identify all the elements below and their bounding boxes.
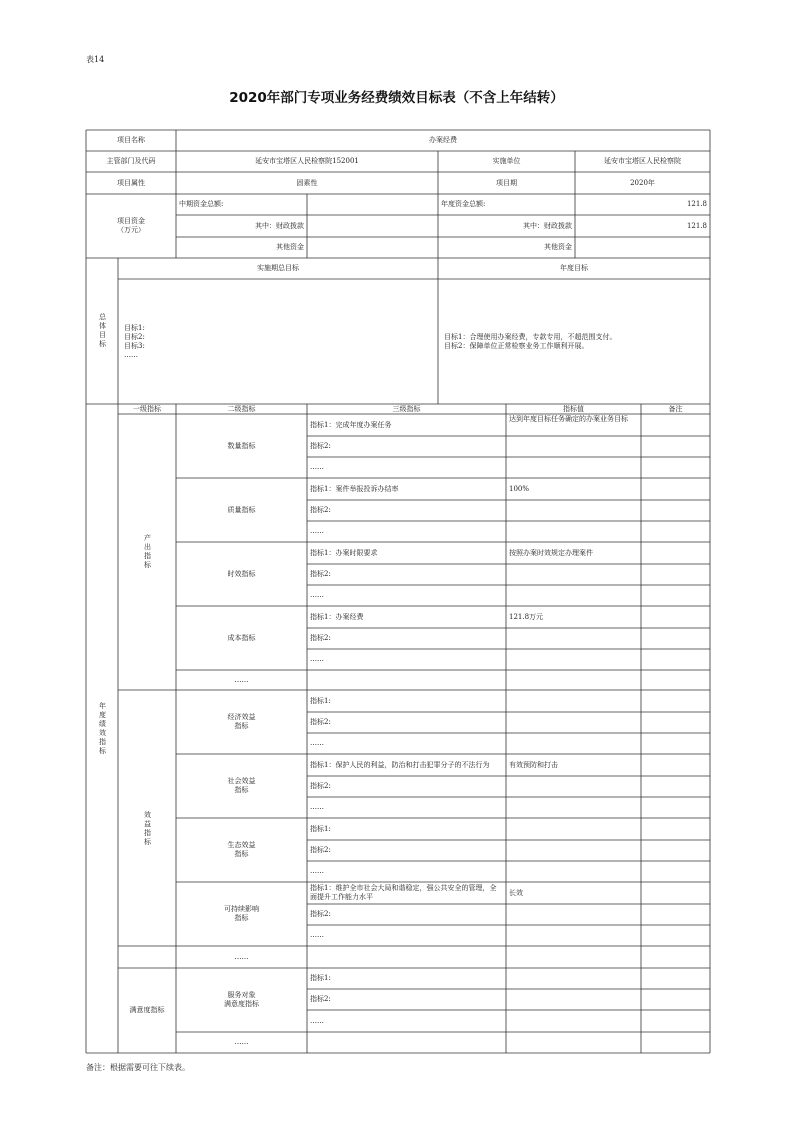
year-fiscal-label: 其中：财政拨款 xyxy=(523,221,572,230)
mid-other-label: 其他资金 xyxy=(276,243,304,251)
project-name-value: 办案经费 xyxy=(429,136,457,144)
social-label-line2: 指标 xyxy=(234,786,249,794)
quality-row-2: 指标2: xyxy=(310,506,331,514)
impl-unit-label: 实施单位 xyxy=(492,157,521,165)
benefit-more-row: …… xyxy=(234,952,249,961)
funds-label xyxy=(86,194,176,258)
social-indicator-label xyxy=(176,754,307,818)
service-label-line1: 服务对象 xyxy=(227,991,256,999)
satisfaction-indicators-label: 满意度指标 xyxy=(129,1006,165,1014)
annual-indicators-side-label xyxy=(86,404,118,1053)
dept-label: 主管部门及代码 xyxy=(106,157,156,165)
service-row-2: 指标2: xyxy=(310,995,331,1003)
benefit-indicators-text: 效益指标 xyxy=(143,811,152,847)
period-goal-more: …… xyxy=(124,350,138,359)
output-more-row: …… xyxy=(234,675,249,684)
table-number: 表14 xyxy=(86,55,105,64)
service-row-1: 指标1: xyxy=(310,974,331,982)
cost-row-more: …… xyxy=(310,655,324,663)
social-label-line1: 社会效益 xyxy=(227,777,256,785)
header-level1: 一级指标 xyxy=(133,404,161,413)
annual-indicators-side-text: 年度绩效指标 xyxy=(98,701,107,756)
project-period-value: 2020年 xyxy=(630,178,655,187)
period-goal-1: 目标1: xyxy=(124,323,145,332)
quality-row-more: …… xyxy=(310,527,324,535)
overall-goal-side-label xyxy=(86,258,118,404)
sustainable-row-more: …… xyxy=(310,931,324,939)
sustainable-label-line1: 可持续影响 xyxy=(224,905,259,913)
ecological-label-line2: 指标 xyxy=(234,850,249,858)
mid-total-label: 中期资金总额: xyxy=(179,200,224,208)
mid-fiscal-label: 其中：财政拨款 xyxy=(255,221,304,230)
project-period-label: 项目期 xyxy=(496,178,517,187)
timeliness-row-2: 指标2: xyxy=(310,570,331,578)
annual-goal-header: 年度目标 xyxy=(560,264,588,272)
project-name-label: 项目名称 xyxy=(117,136,145,144)
social-row-2: 指标2: xyxy=(310,782,331,790)
timeliness-indicator-label: 时效指标 xyxy=(227,569,256,578)
overall-goal-side-text: 总体目标 xyxy=(98,313,107,349)
social-row-1: 指标1：保护人民的利益，防治和打击犯罪分子的不法行为 xyxy=(310,760,490,769)
output-indicators-text: 产出指标 xyxy=(143,534,152,570)
service-satisfaction-label xyxy=(176,968,307,1032)
quality-indicator-label: 质量指标 xyxy=(227,505,256,514)
timeliness-row-1-value: 按照办案时效规定办理案件 xyxy=(509,548,593,557)
economic-indicator-label xyxy=(176,690,307,754)
annual-goal-content xyxy=(438,279,710,404)
quantity-row-1: 指标1：完成年度办案任务 xyxy=(310,420,392,429)
ecological-row-2: 指标2: xyxy=(310,846,331,854)
quantity-row-2: 指标2: xyxy=(310,442,331,450)
footnote: 备注：根据需要可往下续表。 xyxy=(86,1063,190,1072)
cost-indicator-label: 成本指标 xyxy=(227,633,256,642)
year-fiscal-value: 121.8 xyxy=(686,221,707,230)
quantity-indicator-label: 数量指标 xyxy=(227,441,256,450)
social-row-more: …… xyxy=(310,803,324,811)
mid-total-value xyxy=(307,194,438,215)
project-attr-label: 项目属性 xyxy=(117,178,145,187)
satisfaction-more-row: …… xyxy=(234,1038,249,1046)
quality-row-1: 指标1：案件举报投诉办结率 xyxy=(310,484,399,493)
quantity-row-more: …… xyxy=(310,463,324,471)
output-indicators-label xyxy=(118,414,176,690)
year-total-label: 年度资金总额: xyxy=(441,200,486,208)
dept-value: 延安市宝塔区人民检察院152001 xyxy=(255,157,359,165)
cost-row-2: 指标2: xyxy=(310,634,331,642)
service-row-more: …… xyxy=(310,1016,324,1025)
sustainable-row-1: 指标1：维护全市社会大局和谐稳定，强公共安全的管理，全面提升工作能力水平 xyxy=(310,884,497,901)
sustainable-row-2: 指标2: xyxy=(310,910,331,918)
period-goal-content xyxy=(118,279,438,404)
quantity-row-1-value: 达到年度目标任务确定的办案业务目标 xyxy=(509,415,628,423)
economic-label-line1: 经济效益 xyxy=(227,713,256,721)
cost-row-1: 指标1：办案经费 xyxy=(310,612,364,621)
sustainable-row-1-value: 长效 xyxy=(509,888,523,897)
year-other-label: 其他资金 xyxy=(544,243,572,251)
economic-label-line2: 指标 xyxy=(234,722,249,730)
mid-fiscal-value xyxy=(307,215,438,237)
funds-label-line1: 项目资金 xyxy=(117,217,145,225)
sustainable-label-line2: 指标 xyxy=(234,914,249,922)
economic-row-1: 指标1: xyxy=(310,696,331,705)
project-attr-value: 固素性 xyxy=(296,178,318,187)
timeliness-row-more: …… xyxy=(310,591,324,599)
mid-other-value xyxy=(307,237,438,258)
period-goal-2: 目标2: xyxy=(124,332,145,341)
header-remark: 备注 xyxy=(668,404,683,413)
timeliness-row-1: 指标1：办案时限要求 xyxy=(310,548,378,557)
header-level2: 二级指标 xyxy=(227,404,256,413)
cost-row-1-value: 121.8万元 xyxy=(509,612,544,621)
year-other-value xyxy=(575,237,710,258)
quality-row-1-value: 100% xyxy=(509,484,530,493)
funds-label-line2: （万元） xyxy=(117,226,145,234)
impl-unit-value: 延安市宝塔区人民检察院 xyxy=(604,157,681,165)
annual-goal-2: 目标2：保障单位正常检察业务工作顺利开展。 xyxy=(444,341,589,350)
ecological-label-line1: 生态效益 xyxy=(227,841,256,849)
benefit-indicators-label xyxy=(118,690,176,968)
ecological-indicator-label xyxy=(176,818,307,882)
header-value: 指标值 xyxy=(563,404,584,413)
ecological-row-1: 指标1: xyxy=(310,824,331,833)
header-level3: 三级指标 xyxy=(392,404,421,413)
page-title: 2020年部门专项业务经费绩效目标表（不含上年结转） xyxy=(229,90,564,106)
economic-row-2: 指标2: xyxy=(310,718,331,726)
annual-goal-1: 目标1：合理使用办案经费，专款专用，不超范围支付。 xyxy=(444,332,617,341)
social-row-1-value: 有效预防和打击 xyxy=(509,760,558,769)
economic-row-more: …… xyxy=(310,739,324,747)
year-total-value: 121.8 xyxy=(686,200,707,208)
period-goal-header: 实施期总目标 xyxy=(257,264,299,272)
period-goal-3: 目标3: xyxy=(124,341,145,350)
service-label-line2: 满意度指标 xyxy=(224,1000,259,1008)
ecological-row-more: …… xyxy=(310,867,324,875)
sustainable-indicator-label xyxy=(176,882,307,946)
